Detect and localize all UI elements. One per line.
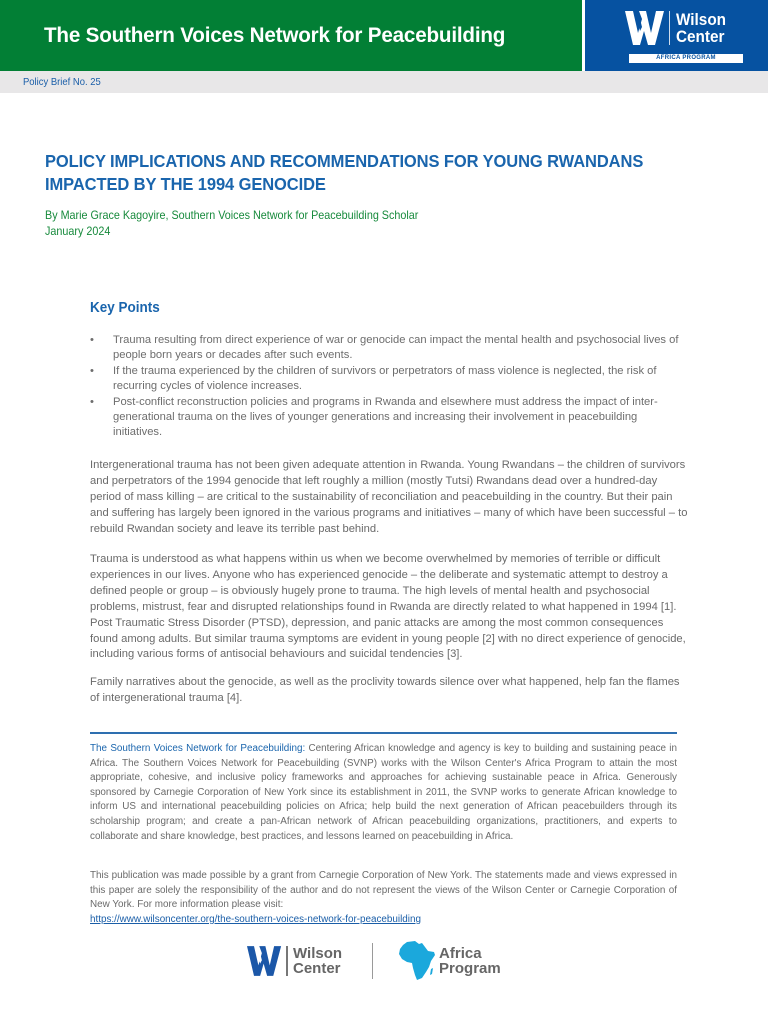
key-point-item: • Trauma resulting from direct experience of war or genocide can impact the mental health and psychosocial lives of people born years or decades after such events. — [90, 334, 679, 362]
africa-program-wordmark: Africa Program — [439, 945, 501, 977]
key-points-list — [90, 333, 690, 441]
about-svnp-text: Centering African knowledge and agency is key to building and sustaining peace in Africa. The Southern Voices Network for Peacebuilding (SVNP) works with the Wilson Center's Africa Program to attain the most appropriate, cohesive, and inclusive policy frameworks and approaches for achieving sustainable peace in Africa. Generously sponsored by Carnegie Corporation of New York since its establishment in 2011, the SVNP works to generate African knowledge to inform US and international peacebuilding policies on Africa; help build the next generation of African peacebuilders through its scholarship program; and create a pan-African network of African peacebuilding organizations, practitioners, and experts to collaborate and share knowledge, best practices, and lessons learned on peacebuilding in Africa. — [90, 743, 677, 842]
bullet-icon: • — [90, 364, 94, 377]
wilson-center-logo — [625, 9, 732, 47]
author-line: By Marie Grace Kagoyire, Southern Voices Network for Peacebuilding Scholar — [45, 209, 419, 222]
svnp-website-link[interactable]: https://www.wilsoncenter.org/the-southern-voices-network-for-peacebuilding — [90, 913, 421, 925]
africa-map-icon — [398, 941, 436, 981]
about-svnp-lead: The Southern Voices Network for Peacebuilding: — [90, 743, 306, 754]
policy-brief-number: Policy Brief No. 25 — [23, 76, 101, 88]
bullet-icon: • — [90, 395, 94, 408]
document-title: POLICY IMPLICATIONS AND RECOMMENDATIONS FOR YOUNG RWANDANS IMPACTED BY THE 1994 GENOCIDE — [45, 151, 644, 194]
wilson-center-wordmark: Wilson Center — [293, 945, 343, 977]
logo-separator — [286, 946, 288, 976]
body-paragraph: Family narratives about the genocide, as well as the proclivity towards silence over what happened, help fan the flames of intergenerational trauma [4]. — [90, 676, 680, 704]
disclaimer-text: This publication was made possible by a grant from Carnegie Corporation of New York. The statements made and views expressed in this paper are solely the responsibility of the author and do not represent the views of the Wilson Center or Carnegie Corporation of New York. For more information please visit: — [90, 870, 677, 911]
wilson-center-logo-block — [585, 0, 768, 71]
page-header — [0, 0, 768, 71]
key-point-item: • Post-conflict reconstruction policies and programs in Rwanda and elsewhere must address the impact of inter-generational trauma on the lives of younger generations and increasing their involvement in peacebuilding initiatives. — [90, 395, 658, 439]
bullet-icon: • — [90, 334, 94, 346]
section-divider — [90, 732, 677, 734]
key-points-heading: Key Points — [90, 300, 160, 316]
disclaimer — [90, 869, 677, 927]
policy-brief-bar — [0, 71, 768, 93]
wilson-center-w-icon — [247, 944, 282, 978]
byline-block — [45, 208, 418, 240]
body-paragraph: Trauma is understood as what happens within us when we become overwhelmed by memories of terrible or difficult experiences in our lives. Anyone who has experienced genocide – the deliberate and systematic attempt to destroy a defined people or group – is obviously hugely prone to trauma. The high levels of mental health and psychosocial problems, mistrust, fear and disrupted relationships found in Rwanda are directly related to what happened in 1994 [1]. Post Traumatic Stress Disorder (PTSD), depression, and panic attacks are among the most common consequences found among adults. But similar trauma symptoms are evident in young people [2] with no direct experience of genocide, including various forms of antisocial behaviours and suicidal tendencies [3]. — [90, 553, 686, 661]
footer-divider — [372, 943, 373, 979]
publication-date: January 2024 — [45, 225, 111, 238]
about-svnp — [90, 742, 677, 844]
logo-separator — [669, 11, 670, 45]
network-title: The Southern Voices Network for Peacebuilding — [44, 23, 506, 47]
key-point-item: • If the trauma experienced by the children of survivors or perpetrators of mass violence is neglected, the risk of recurring cycles of violence increases. — [90, 364, 657, 393]
wilson-center-wordmark: Wilson Center — [676, 10, 727, 46]
wilson-center-w-icon — [625, 9, 665, 47]
footer-logos — [247, 940, 501, 982]
body-paragraph: Intergenerational trauma has not been given adequate attention in Rwanda. Young Rwandans – the children of survivors and perpetrators of the 1994 genocide that left roughly a million (mostly Tutsi) Rwandans dead over a hundred-day period of mass killing – are critical to the sustainability of reconciliation and peacebuilding in the country. But their pain and suffering has largely been ignored in the various programs and initiatives – many of which have been successful – to rebuild Rwandan society and leave its terrible past behind. — [90, 459, 688, 535]
header-banner — [0, 0, 585, 71]
africa-program-label: AFRICA PROGRAM — [629, 54, 743, 63]
